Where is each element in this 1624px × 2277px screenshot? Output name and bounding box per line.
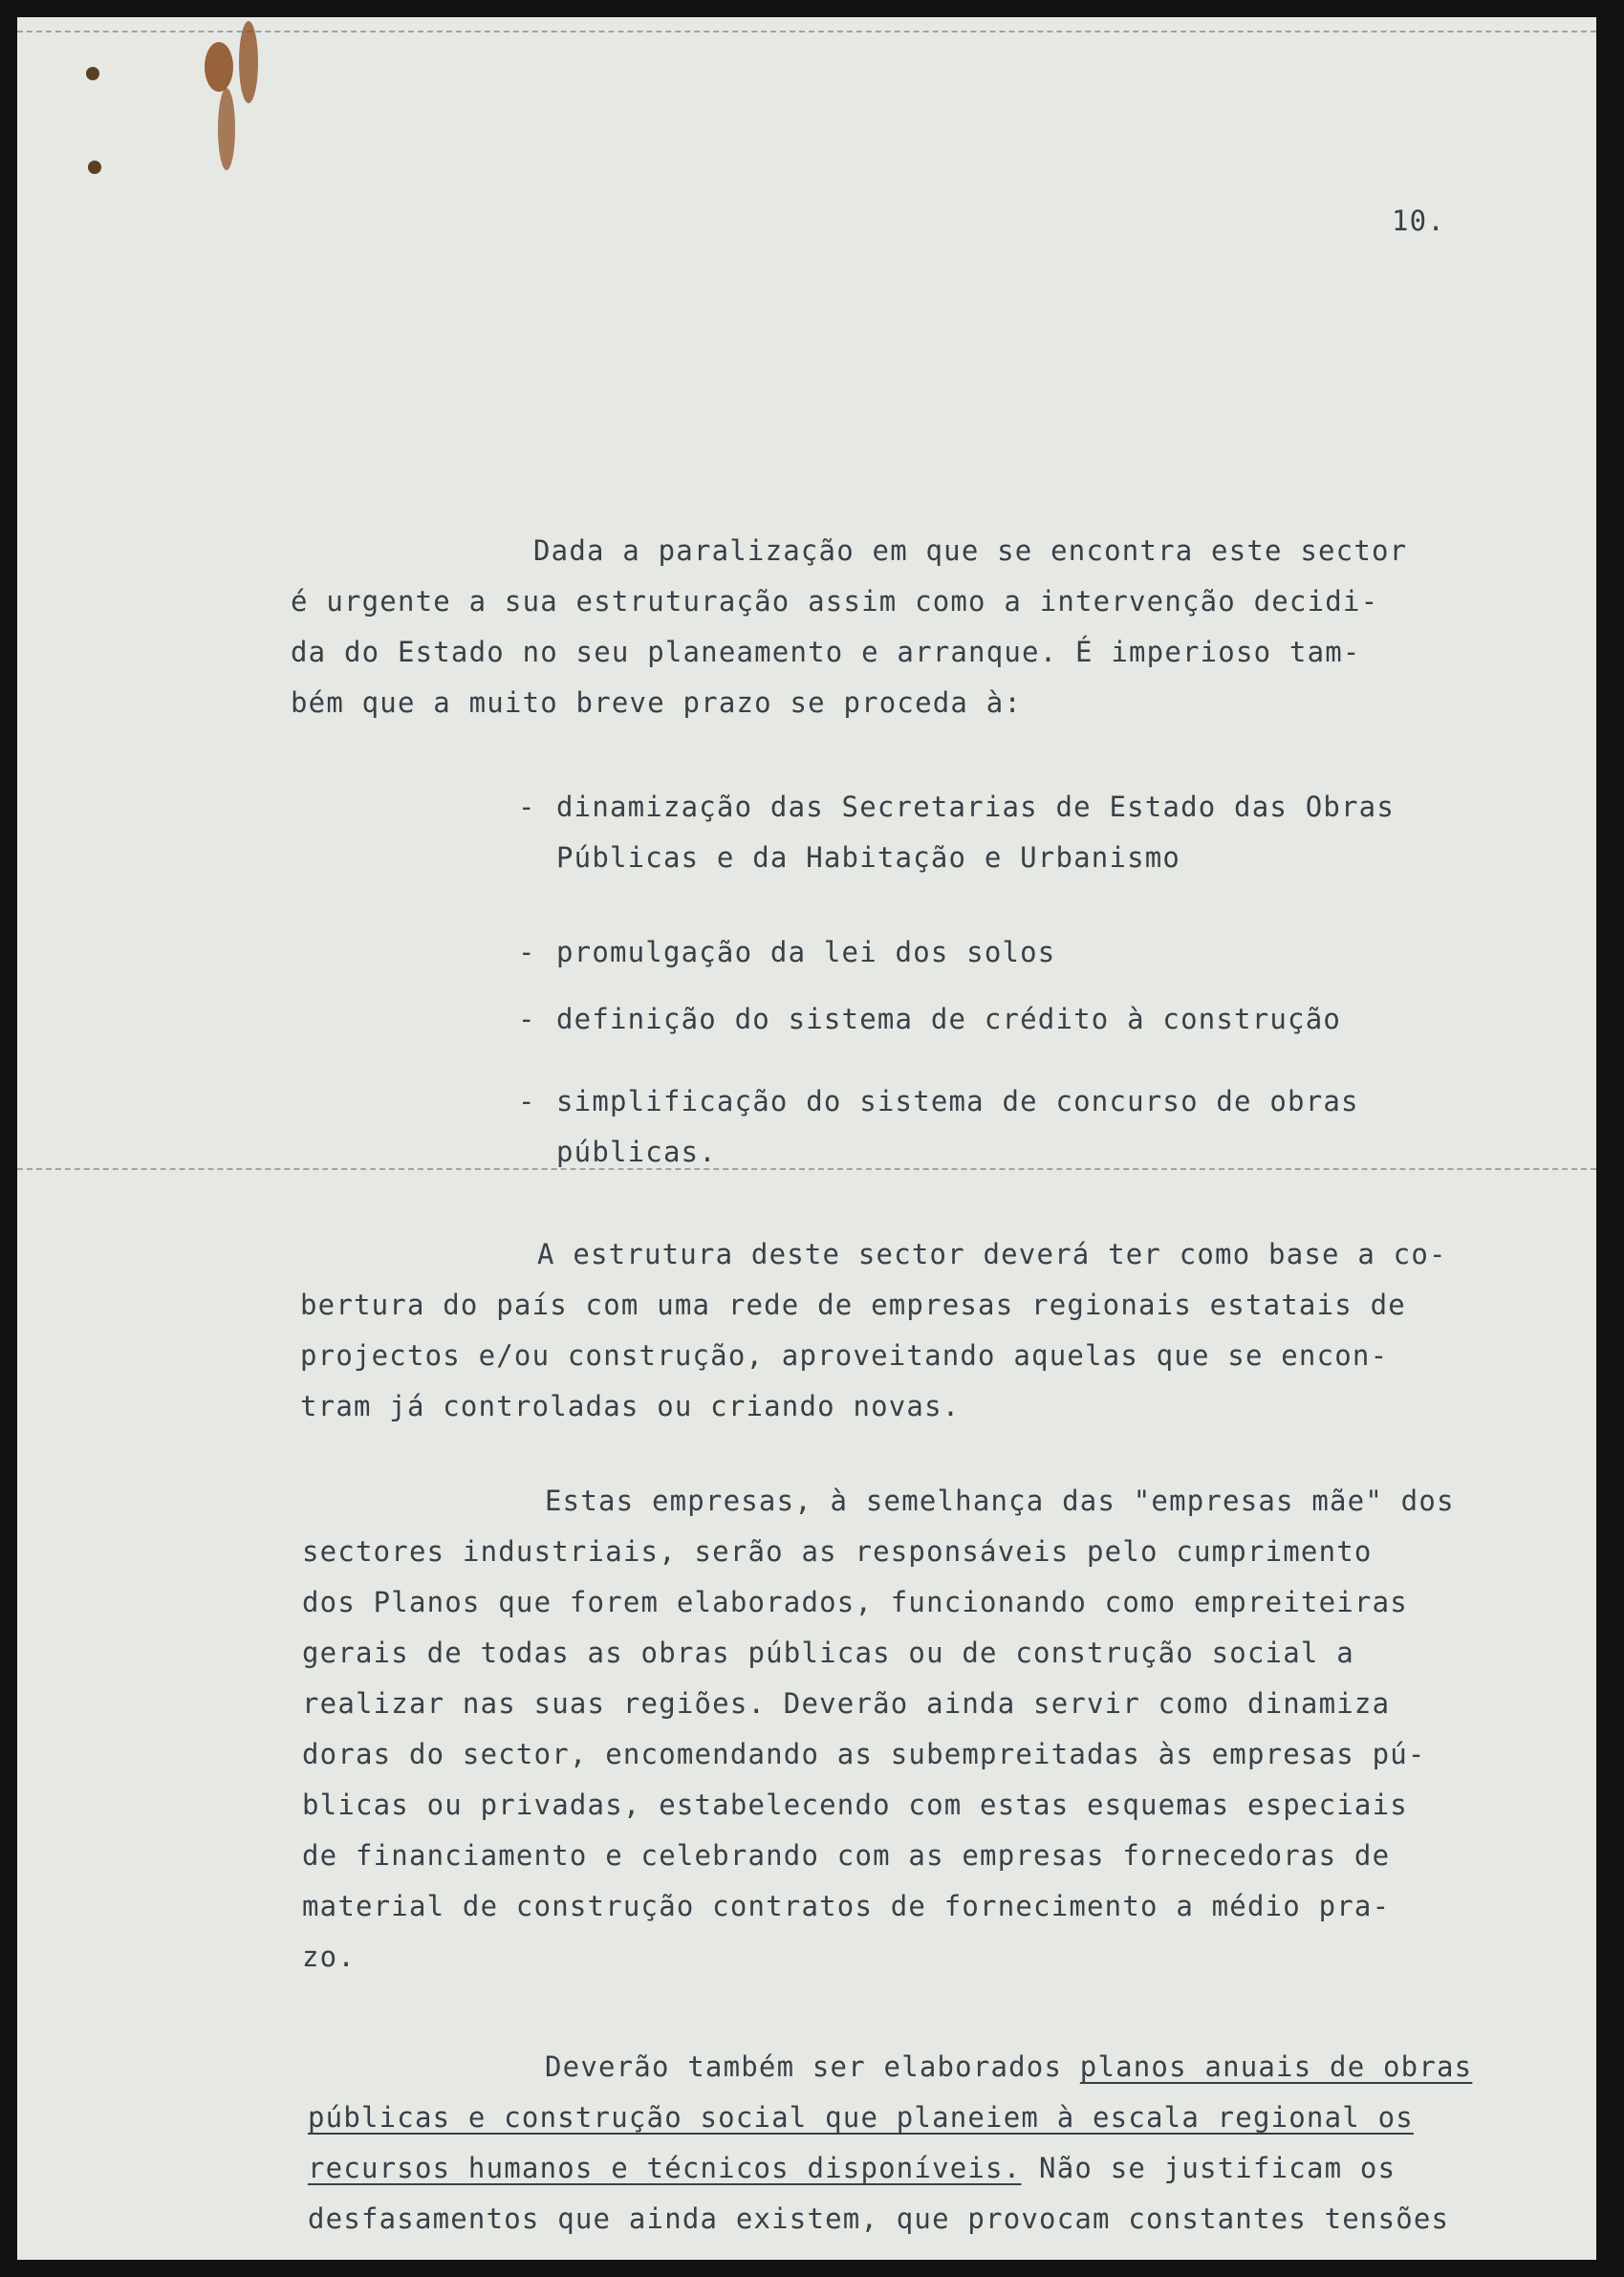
paragraph-3-line-3: dos Planos que forem elaborados, funcionando como empreiteiras bbox=[302, 1586, 1408, 1618]
paragraph-2-line-3: projectos e/ou construção, aproveitando aquelas que se encon- bbox=[300, 1339, 1389, 1372]
paragraph-1-line-3: da do Estado no seu planeamento e arranque. É imperioso tam- bbox=[291, 636, 1361, 668]
rust-stain-3 bbox=[239, 21, 258, 103]
paragraph-4-line-3-text: Não se justificam os bbox=[1021, 2152, 1397, 2184]
bullet-item-1-line-2: Públicas e da Habitação e Urbanismo bbox=[556, 841, 1181, 874]
paragraph-3-line-10: zo. bbox=[302, 1941, 356, 1973]
paragraph-2-line-1: A estrutura deste sector deverá ter como base a co- bbox=[537, 1238, 1447, 1270]
rust-stain-2 bbox=[218, 88, 235, 170]
paragraph-4-line-3 bbox=[308, 2143, 1472, 2194]
bullet-item-1-line-1: dinamização das Secretarias de Estado das Obras bbox=[556, 791, 1395, 823]
paragraph-3-line-4: gerais de todas as obras públicas ou de construção social a bbox=[302, 1637, 1354, 1669]
paragraph-4 bbox=[308, 2042, 1472, 2244]
paragraph-3-line-9: material de construção contratos de fornecimento a médio pra- bbox=[302, 1890, 1391, 1922]
underlined-text: recursos humanos e técnicos disponíveis. bbox=[308, 2152, 1022, 2184]
paragraph-3-line-7: blicas ou privadas, estabelecendo com estas esquemas especiais bbox=[302, 1789, 1408, 1821]
punch-hole-bottom bbox=[88, 161, 101, 174]
bullet-dash: - bbox=[518, 1003, 536, 1035]
bullet-dash: - bbox=[518, 936, 536, 968]
rust-stain-1 bbox=[205, 42, 233, 92]
paragraph-3-line-1: Estas empresas, à semelhança das "empresas mãe" dos bbox=[545, 1485, 1455, 1517]
page-number: 10. bbox=[1392, 205, 1445, 237]
paragraph-4-line-2 bbox=[308, 2093, 1472, 2143]
paragraph-1-line-1: Dada a paralização em que se encontra este sector bbox=[533, 534, 1408, 567]
paragraph-3-line-5: realizar nas suas regiões. Deverão ainda servir como dinamiza bbox=[302, 1687, 1391, 1720]
bullet-dash: - bbox=[518, 791, 536, 823]
bullet-dash: - bbox=[518, 1085, 536, 1117]
paragraph-4-line-4: desfasamentos que ainda existem, que provocam constantes tensões bbox=[308, 2202, 1450, 2235]
paragraph-1 bbox=[291, 526, 1407, 728]
paragraph-1-line-4: bém que a muito breve prazo se proceda à: bbox=[291, 686, 1023, 719]
paragraph-2-line-2: bertura do país com uma rede de empresas regionais estatais de bbox=[300, 1289, 1406, 1321]
punch-hole-top bbox=[86, 67, 99, 80]
paragraph-3 bbox=[302, 1476, 1455, 1983]
bullet-item-3-line-1: definição do sistema de crédito à construção bbox=[556, 1003, 1342, 1035]
paragraph-4-line-1-text: Deverão também ser elaborados bbox=[545, 2050, 1080, 2083]
bullet-item-2-line-1: promulgação da lei dos solos bbox=[556, 936, 1056, 968]
paragraph-3-line-6: doras do sector, encomendando as subempreitadas às empresas pú- bbox=[302, 1738, 1426, 1770]
paragraph-2 bbox=[300, 1229, 1447, 1432]
paragraph-3-line-8: de financiamento e celebrando com as empresas fornecedoras de bbox=[302, 1839, 1391, 1872]
underlined-text: planos anuais de obras bbox=[1079, 2050, 1473, 2083]
bullet-item-4-line-2: públicas. bbox=[556, 1136, 717, 1168]
paragraph-2-line-4: tram já controladas ou criando novas. bbox=[300, 1390, 961, 1422]
bullet-item-4-line-1: simplificação do sistema de concurso de obras bbox=[556, 1085, 1359, 1117]
paragraph-3-line-2: sectores industriais, serão as responsáveis pelo cumprimento bbox=[302, 1535, 1373, 1568]
underlined-text: públicas e construção social que planeiem à escala regional os bbox=[308, 2101, 1414, 2134]
document-page bbox=[17, 17, 1596, 2260]
paragraph-4-line-1 bbox=[308, 2042, 1472, 2093]
paragraph-1-line-2: é urgente a sua estruturação assim como a intervenção decidi- bbox=[291, 585, 1379, 618]
